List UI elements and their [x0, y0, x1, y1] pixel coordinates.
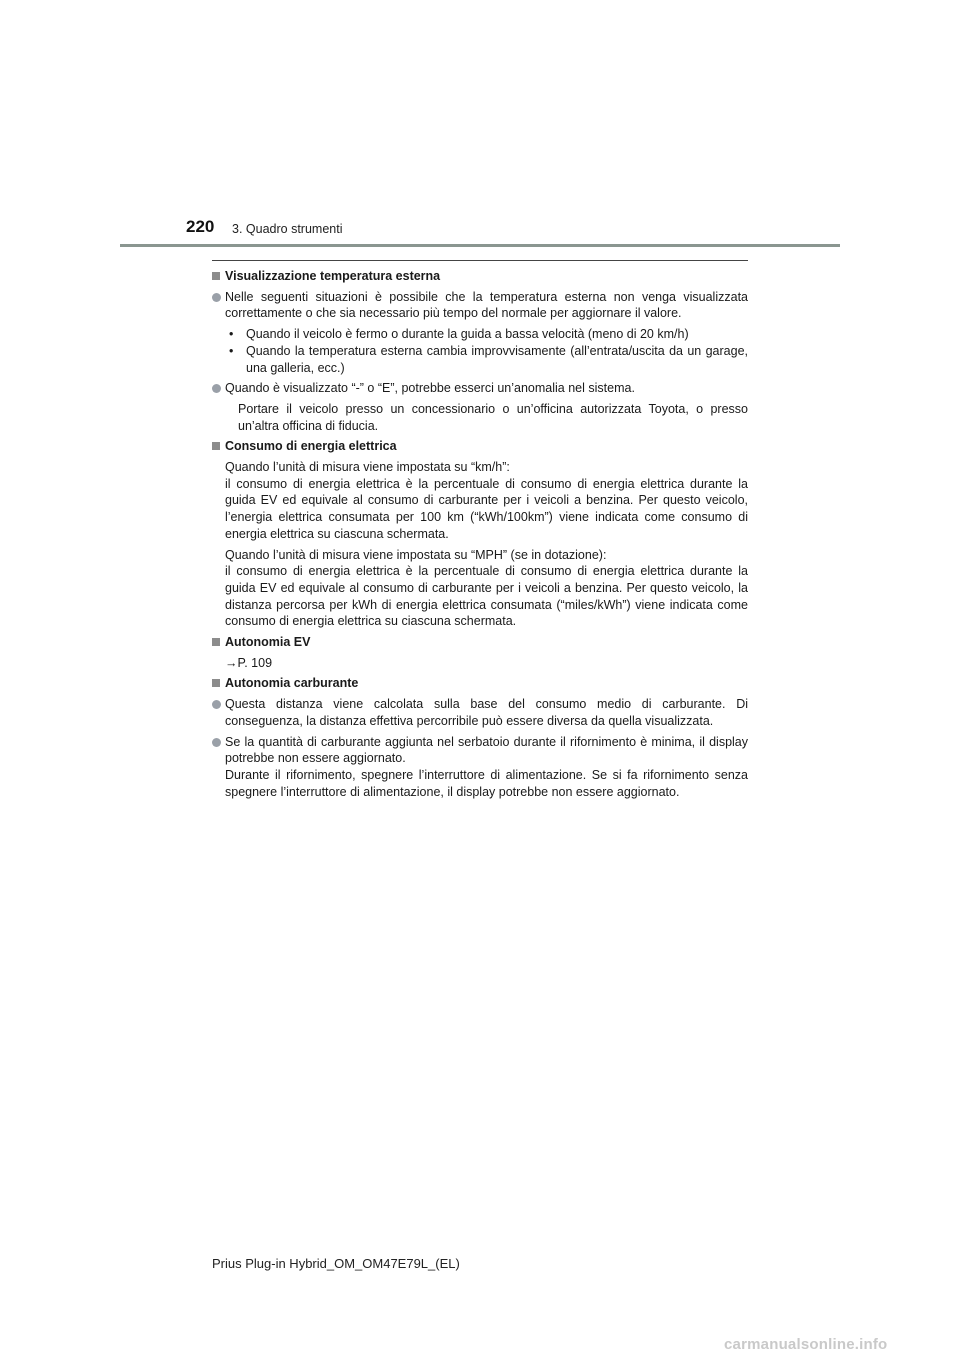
section-temperatura: [212, 268, 748, 434]
square-bullet-icon: [212, 679, 220, 687]
round-bullet-icon: [212, 738, 221, 747]
section-autonomia-carburante: [212, 675, 748, 800]
section-autonomia-ev: [212, 634, 748, 671]
bullet-continuation: Portare il veicolo presso un concessionario o un’officina autorizzata Toyota, o presso un’altra officina di fiducia.: [238, 401, 748, 433]
page-reference-link[interactable]: →P. 109: [225, 655, 273, 670]
round-bullet-icon: [212, 700, 221, 709]
square-bullet-icon: [212, 638, 220, 646]
section-title: Autonomia carburante: [212, 675, 748, 692]
section-divider: [212, 260, 748, 261]
sub-item: • Quando il veicolo è fermo o durante la guida a bassa velocità (meno di 20 km/h): [229, 327, 689, 342]
section-title: Consumo di energia elettrica: [212, 438, 748, 455]
bullet-item: Nelle seguenti situazioni è possibile che la temperatura esterna non venga visualizzata correttamente o che sia necessario più tempo del normale per aggiornare il valore.: [212, 289, 748, 322]
chapter-title: 3. Quadro strumenti: [232, 222, 343, 236]
bullet-item: Quando è visualizzato “-” o “E”, potrebbe esserci un’anomalia nel sistema.: [212, 380, 748, 397]
dot-bullet-icon: •: [229, 343, 234, 358]
square-bullet-icon: [212, 272, 220, 280]
paragraph: Quando l’unità di misura viene impostata su “km/h”: il consumo di energia elettrica è la percentuale di consumo di energia elettrica durante la guida EV ed equivale al consumo di carburante per i veicoli a benzina. Per questo veicolo, l’energia elettrica consumata per 100 km (“kWh/100km”) viene indicata come consumo di energia elettrica su ciascuna schermata.: [225, 460, 748, 541]
dot-bullet-icon: •: [229, 327, 234, 342]
section-title: Visualizzazione temperatura esterna: [212, 268, 748, 285]
round-bullet-icon: [212, 293, 221, 302]
sub-item: • Quando la temperatura esterna cambia improvvisamente (all’entrata/uscita da un garage, una galleria, ecc.): [229, 343, 748, 375]
header-rule: [120, 244, 840, 247]
footer-doc-id: Prius Plug-in Hybrid_OM_OM47E79L_(EL): [212, 1256, 460, 1271]
section-title: Autonomia EV: [212, 634, 748, 651]
paragraph: Quando l’unità di misura viene impostata su “MPH” (se in dotazione): il consumo di energia elettrica è la percentuale di consumo di energia elettrica durante la guida EV ed equivale al consumo di carburante per i veicoli a benzina. Per questo veicolo, la distanza percorsa per kWh di energia elettrica consumata (“miles/kWh”) viene indicata come consumo di energia elettrica su ciascuna schermata.: [225, 547, 748, 629]
bullet-item: Se la quantità di carburante aggiunta nel serbatoio durante il rifornimento è minima, il display potrebbe non essere aggiornato. Durante il rifornimento, spegnere l’interruttore di alimentazione. Se si fa rifornimento senza spegnere l’interruttore di alimentazione, il display potrebbe non essere aggiornato.: [212, 734, 748, 801]
section-consumo: [212, 438, 748, 630]
bullet-item: Questa distanza viene calcolata sulla base del consumo medio di carburante. Di conseguenza, la distanza effettiva percorribile può essere diversa da quella visualizzata.: [212, 696, 748, 729]
page-content: [212, 268, 748, 804]
round-bullet-icon: [212, 384, 221, 393]
watermark: carmanualsonline.info: [724, 1336, 888, 1353]
square-bullet-icon: [212, 442, 220, 450]
page-number: 220: [186, 217, 215, 236]
